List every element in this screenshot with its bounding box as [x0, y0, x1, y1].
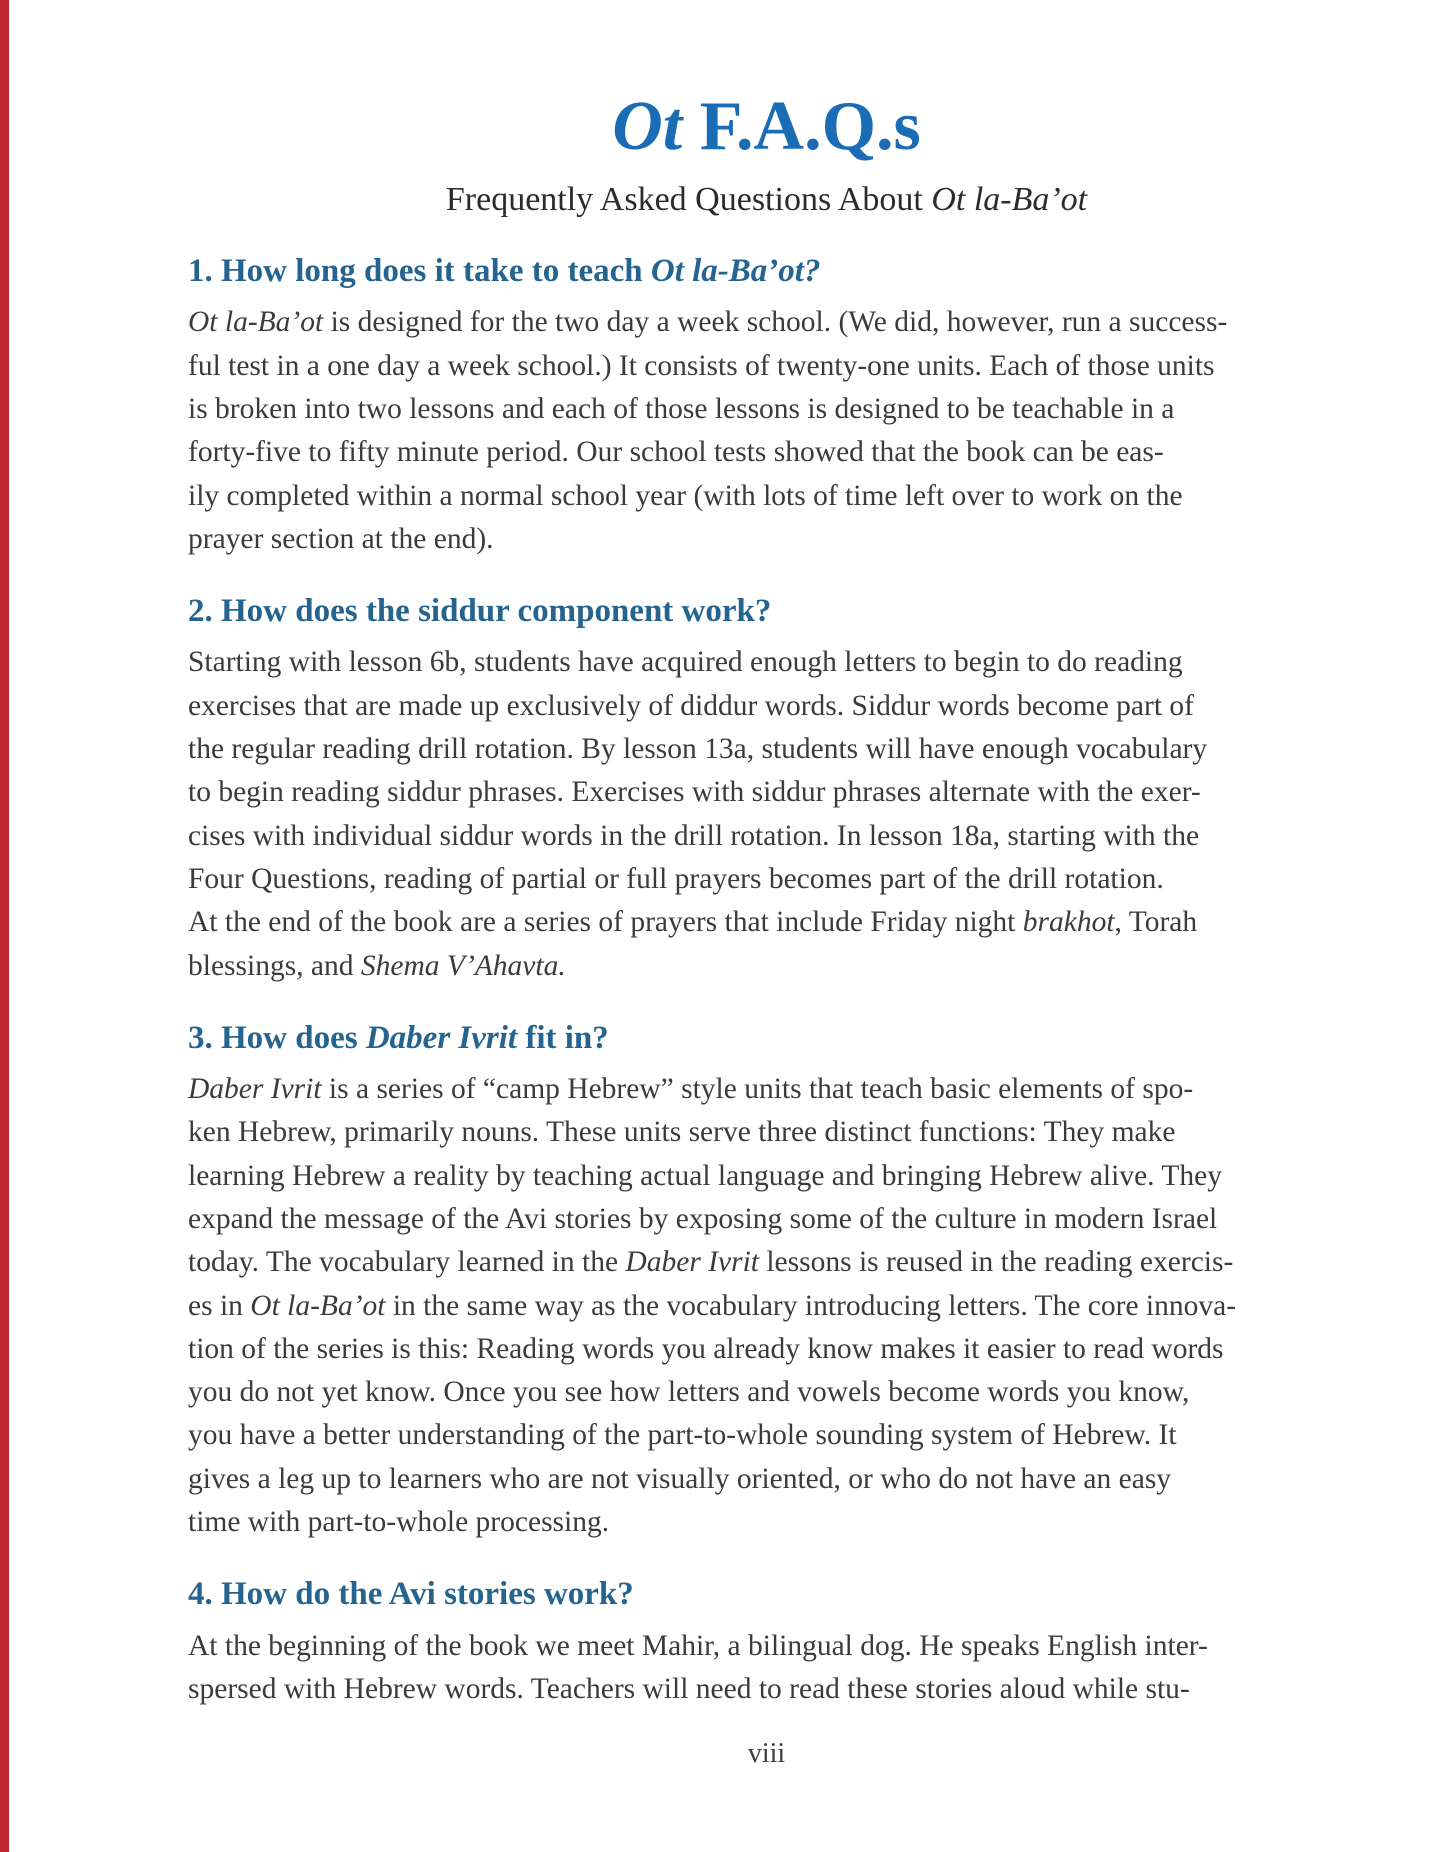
text-run: At the end of the book are a series of prayers that include Friday night [188, 906, 1023, 939]
text-run: At the beginning of the book we meet Mahir, a bilingual dog. He speaks English inter- [188, 1629, 1208, 1662]
text-run: gives a leg up to learners who are not visually oriented, or who do not have an easy [188, 1462, 1172, 1495]
italic-text-run: Daber Ivrit [365, 1019, 518, 1056]
faq-section-4 [188, 1574, 1345, 1711]
page-title [188, 0, 1345, 166]
paragraph-line [188, 771, 1345, 814]
paragraph-line [188, 1111, 1345, 1154]
italic-text-run: brakhot [1022, 906, 1115, 939]
text-run: es in [188, 1289, 251, 1322]
text-run: the regular reading drill rotation. By lesson 13a, students will have enough vocabulary [188, 733, 1208, 766]
text-run: exercises that are made up exclusively of diddur words. Siddur words become part of [188, 689, 1194, 722]
text-run: ken Hebrew, primarily nouns. These units serve three distinct functions: They make [188, 1116, 1176, 1149]
text-run: fit in? [517, 1019, 609, 1056]
faq-section-3 [188, 1018, 1345, 1545]
italic-text-run: Ot la-Ba’ot [250, 1289, 386, 1322]
paragraph-line [188, 728, 1345, 771]
text-run: tion of the series is this: Reading words you already know makes it easier to read words [188, 1332, 1224, 1365]
faq-section-2 [188, 591, 1345, 988]
text-run: to begin reading siddur phrases. Exercises with siddur phrases alternate with the exer- [188, 776, 1201, 809]
page-number: viii [747, 1738, 786, 1769]
italic-text-run: Daber Ivrit [188, 1073, 322, 1106]
paragraph-line [188, 1198, 1345, 1241]
text-run: lessons is reused in the reading exercis- [758, 1246, 1234, 1279]
paragraph-line [188, 518, 1345, 561]
paragraph-line [188, 815, 1345, 858]
paragraph-line [188, 475, 1345, 518]
text-run: is a series of “camp Hebrew” style units that teach basic elements of spo- [321, 1073, 1194, 1106]
paragraph-line [188, 1371, 1345, 1414]
paragraph-line [188, 1285, 1345, 1328]
text-run: forty-five to fifty minute period. Our school tests showed that the book can be eas- [188, 436, 1164, 469]
italic-text-run: Ot [612, 88, 700, 165]
faq-sections [188, 251, 1345, 1711]
paragraph-line [188, 1458, 1345, 1501]
text-run: you do not yet know. Once you see how letters and vowels become words you know, [188, 1376, 1190, 1409]
text-run: spersed with Hebrew words. Teachers will need to read these stories aloud while stu- [188, 1672, 1190, 1705]
faq-question-heading [188, 591, 1345, 631]
paragraph-line [188, 1068, 1345, 1111]
paragraph-line [188, 1328, 1345, 1371]
paragraph-line [188, 1668, 1345, 1711]
paragraph-line [188, 1414, 1345, 1457]
text-run: 3. How does [188, 1019, 366, 1056]
text-run: expand the message of the Avi stories by exposing some of the culture in modern Israel [188, 1202, 1218, 1235]
paragraph-line [188, 858, 1345, 901]
italic-text-run: Daber Ivrit [625, 1246, 759, 1279]
faq-answer-paragraph [188, 1068, 1345, 1544]
text-run: cises with individual siddur words in the drill rotation. In lesson 18a, starting with the [188, 819, 1200, 852]
text-run: you have a better understanding of the part-to-whole sounding system of Hebrew. It [188, 1419, 1177, 1452]
text-run: Frequently Asked Questions About [445, 181, 932, 219]
paragraph-line [188, 388, 1345, 431]
paragraph-line [188, 345, 1345, 388]
paragraph-line [188, 685, 1345, 728]
paragraph-line [188, 641, 1345, 684]
text-run: 4. How do the Avi stories work? [188, 1576, 634, 1613]
faq-answer-paragraph [188, 301, 1345, 561]
text-run: learning Hebrew a reality by teaching actual language and bringing Hebrew alive. They [188, 1159, 1222, 1192]
text-run: in the same way as the vocabulary introducing letters. The core innova- [385, 1289, 1237, 1322]
faq-answer-paragraph [188, 641, 1345, 987]
text-run: today. The vocabulary learned in the [188, 1246, 626, 1279]
italic-text-run: Ot la-Ba’ot [931, 181, 1088, 219]
italic-text-run: Ot la-Ba’ot [188, 306, 324, 339]
faq-section-1 [188, 251, 1345, 561]
text-run: F.A.Q.s [699, 88, 921, 165]
paragraph-line [188, 301, 1345, 344]
faq-answer-paragraph [188, 1625, 1345, 1712]
paragraph-line [188, 901, 1345, 944]
paragraph-line [188, 1155, 1345, 1198]
faq-question-heading [188, 1018, 1345, 1058]
text-run: 1. How long does it take to teach [188, 253, 651, 290]
text-run: is broken into two lessons and each of those lessons is designed to be teachable in a [188, 393, 1175, 426]
text-run: Four Questions, reading of partial or full prayers becomes part of the drill rotation. [188, 862, 1164, 895]
text-run: 2. How does the siddur component work? [188, 593, 772, 630]
italic-text-run: Shema V’Ahavta. [360, 949, 566, 982]
text-run: ful test in a one day a week school.) It consists of twenty-one units. Each of those units [188, 349, 1215, 382]
text-run: prayer section at the end). [188, 522, 494, 555]
paragraph-line [188, 945, 1345, 988]
paragraph-line [188, 1625, 1345, 1668]
page-edge-stripe [0, 0, 9, 1852]
text-run: ily completed within a normal school year (with lots of time left over to work on the [188, 479, 1183, 512]
faq-question-heading [188, 251, 1345, 291]
italic-text-run: Ot la-Ba’ot? [650, 253, 821, 290]
text-run: Starting with lesson 6b, students have acquired enough letters to begin to do reading [188, 646, 1183, 679]
paragraph-line [188, 431, 1345, 474]
text-run: , Torah [1114, 906, 1198, 939]
paragraph-line [188, 1501, 1345, 1544]
text-run: is designed for the two day a week school. (We did, however, run a success- [323, 306, 1228, 339]
text-run: blessings, and [188, 949, 361, 982]
text-run: time with part-to-whole processing. [188, 1506, 610, 1539]
faq-question-heading [188, 1574, 1345, 1614]
page-subtitle [188, 180, 1345, 221]
paragraph-line [188, 1241, 1345, 1284]
